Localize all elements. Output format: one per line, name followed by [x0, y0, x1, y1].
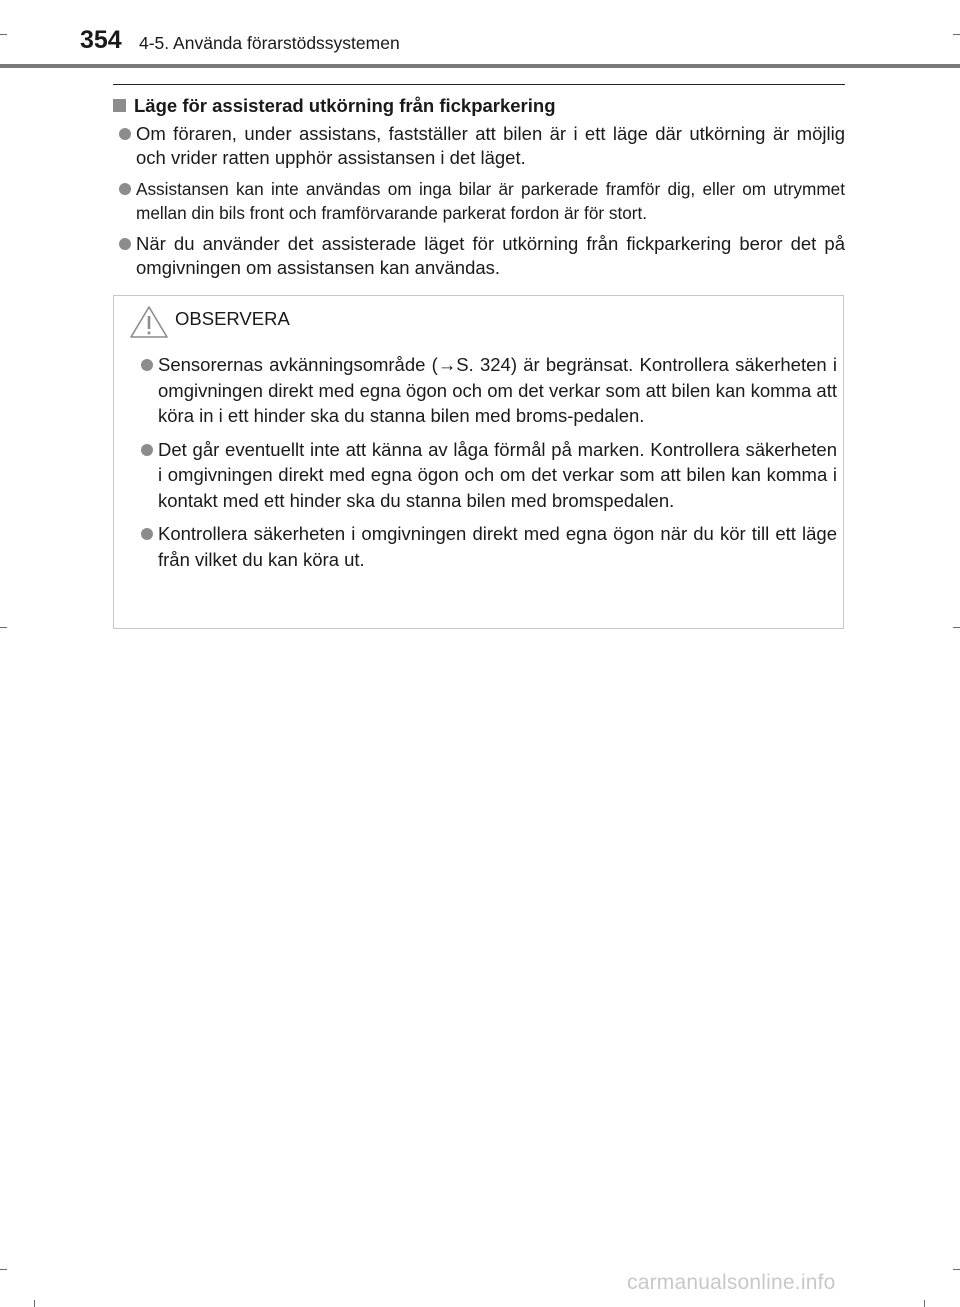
bullet-dot-icon: [141, 359, 153, 371]
notice-header: [129, 302, 290, 342]
page-number: 354: [80, 26, 122, 54]
bullet-dot-icon: [119, 183, 131, 195]
list-item-text: Kontrollera säkerheten i omgivningen direkt med egna ögon när du kör till ett läge från vilket du kan köra ut.: [158, 523, 837, 570]
section-divider: [113, 84, 845, 85]
notice-title: OBSERVERA: [175, 308, 290, 329]
list-item-text: Om föraren, under assistans, fastställer att bilen är i ett läge där utkörning är möjlig och vrider ratten upphör assistansen i det läget.: [136, 123, 845, 168]
list-item: [137, 437, 837, 514]
crop-mark: [0, 627, 7, 628]
warning-triangle-icon: [129, 305, 169, 339]
list-item-text: Assistansen kan inte användas om inga bilar är parkerade framför dig, eller om utrymmet mellan din bils front och framförvarande parkerat fordon är för stort.: [136, 179, 845, 223]
crop-mark: [953, 1269, 960, 1270]
crop-mark: [34, 1300, 35, 1307]
section: [113, 94, 845, 287]
page-header: [0, 0, 960, 70]
list-item: [113, 232, 845, 280]
crop-mark: [953, 627, 960, 628]
crop-mark: [924, 1300, 925, 1307]
list-item: [137, 521, 837, 572]
square-bullet-icon: [113, 99, 126, 112]
list-item-text: När du använder det assisterade läget för utkörning från fickparkering beror det på omgivningen om assistansen kan användas.: [136, 233, 845, 278]
notice-box: [113, 295, 844, 629]
list-item-text: Sensorernas avkänningsområde (→S. 324) är begränsat. Kontrollera säkerheten i omgivningen direkt med egna ögon och om det verkar som att bilen kan komma att köra in i ett hinder ska du stanna bilen med broms-pedalen.: [158, 354, 837, 426]
list-item: [113, 122, 845, 170]
crop-mark: [0, 1269, 7, 1270]
watermark: carmanualsonline.info: [627, 1271, 836, 1294]
list-item: [113, 177, 845, 225]
list-item-text: Det går eventuellt inte att känna av låga förmål på marken. Kontrollera säkerheten i omgivningen direkt med egna ögon och om det verkar som att bilen kan komma i kontakt med ett hinder ska du stanna bilen med bromspedalen.: [158, 438, 837, 511]
list-item: [137, 352, 837, 429]
bullet-dot-icon: [119, 238, 131, 250]
bullet-dot-icon: [141, 528, 153, 540]
bullet-dot-icon: [141, 444, 153, 456]
section-heading: [113, 94, 845, 118]
bullet-list: [113, 122, 845, 280]
notice-body: [137, 352, 837, 580]
chapter-title: 4-5. Använda förarstödssystemen: [139, 33, 400, 53]
bullet-dot-icon: [119, 128, 131, 140]
notice-list: [137, 352, 837, 572]
section-title: Läge för assisterad utkörning från fickparkering: [134, 95, 556, 116]
header-rule: [0, 64, 960, 68]
